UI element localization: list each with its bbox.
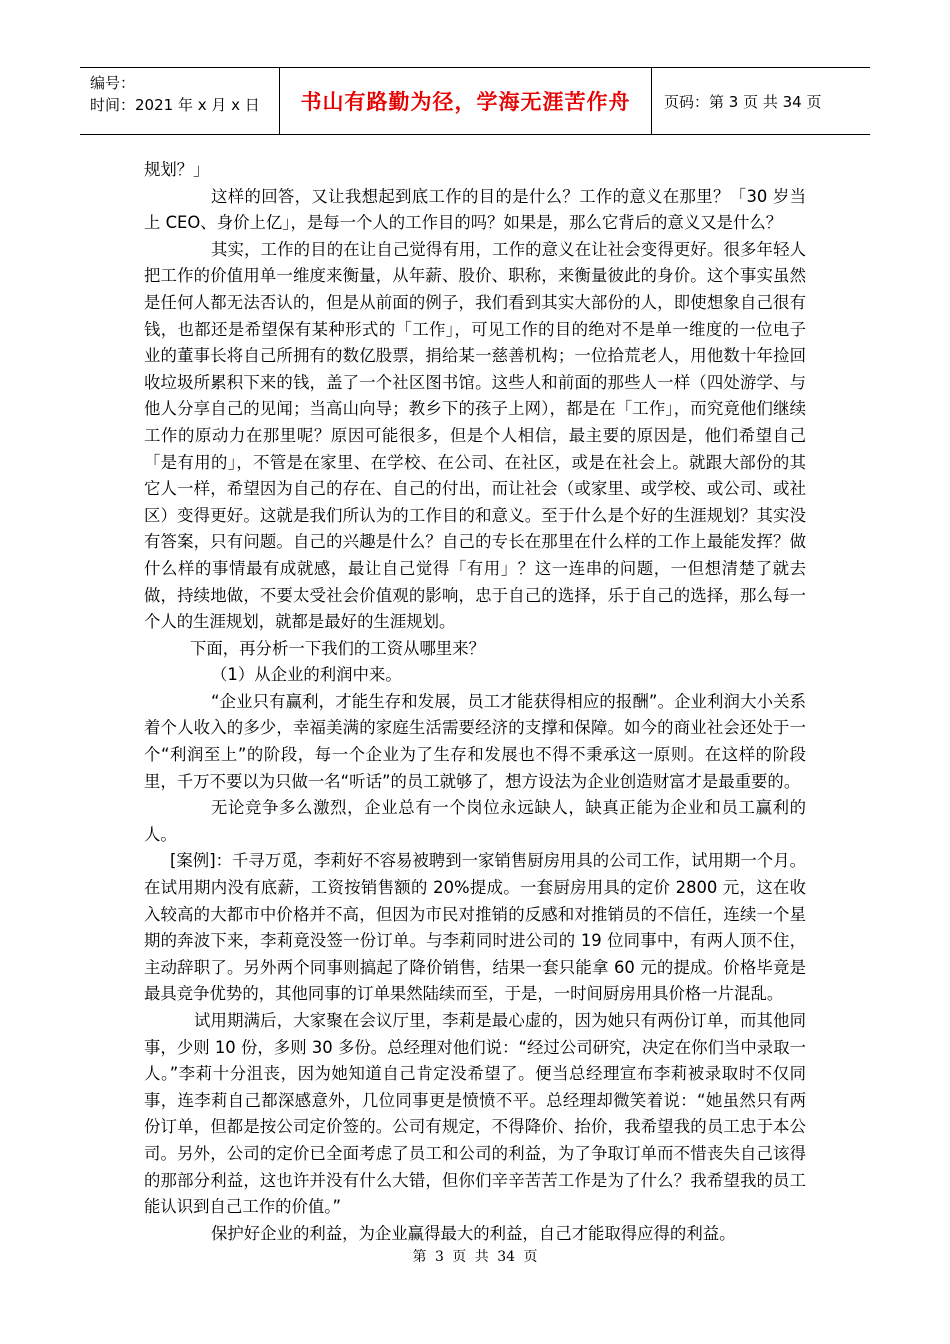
paragraph: 其实，工作的目的在让自己觉得有用，工作的意义在让社会变得更好。很多年轻人把工作的价值用单一维度来衡量，从年薪、股价、职称，来衡量彼此的身价。这个事实虽然是任何人都无法否认的，但是从前面的例子，我们看到其实大部份的人，即使想象自己很有钱，也都还是希望保有某种形式的「工作」，可见工作的目的绝对不是单一维度的一位电子业的董事长将自己所拥有的数亿股票，捐给某一慈善机构；一位拾荒老人，用他数十年捡回收垃圾所累积下来的钱，盖了一个社区图书馆。这些人和前面的那些人一样（四处游学、与他人分享自己的见闻；当高山向导；教乡下的孩子上网），都是在「工作」，而究竟他们继续工作的原动力在那里呢？原因可能很多，但是个人相信，最主要的原因是，他们希望自己「是有用的」，不管是在家里、在学校、在公司、在社区，或是在社会上。就跟大部份的其它人一样，希望因为自己的存在、自己的付出，而让社会（或家里、或学校、或公司、或社区）变得更好。这就是我们所认为的工作目的和意义。至于什么是个好的生涯规划？其实没有答案，只有问题。自己的兴趣是什么？自己的专长在那里在什么样的工作上最能发挥？做什么样的事情最有成就感，最让自己觉得「有用」？这一连串的问题，一但想清楚了就去做，持续地做，不要太受社会价值观的影响，忠于自己的选择，乐于自己的选择，那么每一个人的生涯规划，就都是最好的生涯规划。 xyxy=(144,239,806,632)
document-date-label: 时间：2021 年 x 月 x 日 xyxy=(90,96,260,114)
header-motto: 书山有路勤为径，学海无涯苦作舟 xyxy=(280,68,652,134)
paragraph: （1）从企业的利润中来。 xyxy=(211,665,402,685)
paragraph: 这样的回答，又让我想起到底工作的目的是什么？工作的意义在那里？「30 岁当上 CEO、身价上亿」，是每一个人的工作目的吗？如果是，那么它背后的意义又是什么？ xyxy=(144,186,806,233)
case-study-paragraph: [案例]：千寻万觅，李莉好不容易被聘到一家销售厨房用具的公司工作，试用期一个月。在试用期内没有底薪，工资按销售额的 20%提成。一套厨房用具的定价 2800 元，这在收入较高的大都市中价格并不高，但因为市民对推销的反感和对推销员的不信任，连续一个星期的奔波下来，李莉竟没签一份订单。与李莉同时进公司的 19 位同事中，有两人顶不住，主动辞职了。另外两个同事则搞起了降价销售，结果一套只能拿 60 元的提成。价格毕竟是最具竞争优势的，其他同事的订单果然陆续而至，于是，一时间厨房用具价格一片混乱。 xyxy=(144,851,806,1004)
header-page-number: 页码：第 3 页 共 34 页 xyxy=(664,92,822,111)
paragraph: 试用期满后，大家聚在会议厅里，李莉是最心虚的，因为她只有两份订单，而其他同事，少则 10 份，多则 30 多份。总经理对他们说：“经过公司研究，决定在你们当中录取一人。”李莉十分沮丧，因为她知道自己肯定没希望了。便当总经理宣布李莉被录取时不仅同事，连李莉自己都深感意外，几位同事更是愤愤不平。总经理却微笑着说：“她虽然只有两份订单，但都是按公司定价签的。公司有规定，不得降价、抬价，我希望我的员工忠于本公司。另外，公司的定价已全面考虑了员工和公司的利益，为了争取订单而不惜丧失自己该得的那部分利益，这也许并没有什么大错，但你们辛辛苦苦工作是为了什么？我希望我的员工能认识到自己工作的价值。” xyxy=(144,1011,806,1217)
paragraph: 保护好企业的利益，为企业赢得最大的利益，自己才能取得应得的利益。 xyxy=(211,1223,736,1243)
paragraph: 下面，再分析一下我们的工资从哪里来？ xyxy=(190,638,486,658)
page-header xyxy=(80,67,870,135)
header-meta xyxy=(80,68,280,134)
paragraph: 无论竞争多么激烈，企业总有一个岗位永远缺人，缺真正能为企业和员工赢利的人。 xyxy=(144,798,806,844)
document-number-label: 编号： xyxy=(90,74,136,92)
paragraph: “企业只有赢利，才能生存和发展，员工才能获得相应的报酬”。企业利润大小关系着个人收入的多少，幸福美满的家庭生活需要经济的支撑和保障。如今的商业社会还处于一个“利润至上”的阶段，每一个企业为了生存和发展也不得不秉承这一原则。在这样的阶段里，千万不要以为只做一名“听话”的员工就够了，想方设法为企业创造财富才是最重要的。 xyxy=(144,691,806,791)
page-footer: 第 3 页 共 34 页 xyxy=(412,1249,538,1265)
document-body xyxy=(144,157,806,1247)
paragraph: 规划？」 xyxy=(144,160,210,179)
